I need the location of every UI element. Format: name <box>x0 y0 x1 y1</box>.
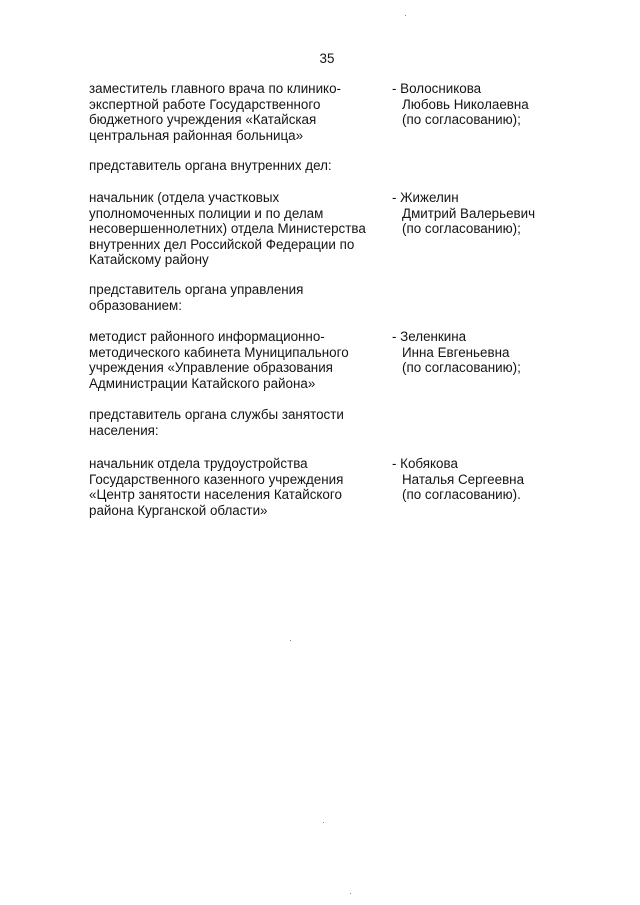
position-line: экспертной работе Государственного <box>89 96 321 112</box>
member-given-names: Наталья Сергеевна <box>402 471 525 487</box>
position-line: начальник отдела трудоустройства <box>89 456 308 471</box>
heading-line: населения: <box>89 422 159 438</box>
member-name <box>392 190 572 237</box>
member-position <box>89 81 389 143</box>
position-line: Администрации Катайского района» <box>89 375 316 391</box>
scan-speck <box>290 640 291 641</box>
member-surname: - Зеленкина <box>392 329 467 344</box>
member-approval-note: (по согласованию). <box>402 487 521 503</box>
position-line: заместитель главного врача по клинико- <box>89 81 341 96</box>
position-line: района Курганской области» <box>89 502 268 518</box>
member-approval-note: (по согласованию); <box>402 221 521 237</box>
position-line: бюджетного учреждения «Катайская <box>89 112 317 128</box>
member-position <box>89 190 389 268</box>
member-name <box>392 456 572 503</box>
member-given-names: Дмитрий Валерьевич <box>402 205 536 221</box>
position-line: уполномоченных полиции и по делам <box>89 205 324 221</box>
member-surname: - Кобякова <box>392 456 458 471</box>
section-heading-text <box>89 158 389 174</box>
section-heading-text <box>89 282 389 313</box>
member-name <box>392 81 572 128</box>
member-surname: - Волосникова <box>392 81 482 96</box>
position-line: внутренних дел Российской Федерации по <box>89 236 355 252</box>
member-position <box>89 329 389 391</box>
scan-speck <box>350 893 351 894</box>
position-line: «Центр занятости населения Катайского <box>89 487 342 503</box>
position-line: учреждения «Управление образования <box>89 360 333 376</box>
scan-speck <box>405 15 406 16</box>
position-line: Государственного казенного учреждения <box>89 471 344 487</box>
member-given-names: Любовь Николаевна <box>402 96 529 112</box>
member-surname: - Жижелин <box>392 190 459 205</box>
position-line: методист районного информационно- <box>89 329 325 344</box>
heading-line: образованием: <box>89 297 182 313</box>
position-line: методического кабинета Муниципального <box>89 344 349 360</box>
section-heading-text <box>89 407 389 438</box>
heading-line: представитель органа управления <box>89 282 304 297</box>
position-line: центральная районная больница» <box>89 127 304 143</box>
member-name <box>392 329 572 376</box>
member-given-names: Инна Евгеньевна <box>402 344 510 360</box>
member-position <box>89 456 389 518</box>
heading-line: представитель органа службы занятости <box>89 407 344 422</box>
position-line: несовершеннолетних) отдела Министерства <box>89 221 366 237</box>
page-number: 35 <box>319 51 335 66</box>
position-line: Катайскому району <box>89 252 209 268</box>
position-line: начальник (отдела участковых <box>89 190 280 205</box>
scan-speck <box>323 822 324 823</box>
heading-line: представитель органа внутренних дел: <box>89 158 332 173</box>
member-approval-note: (по согласованию); <box>402 112 521 128</box>
member-approval-note: (по согласованию); <box>402 360 521 376</box>
